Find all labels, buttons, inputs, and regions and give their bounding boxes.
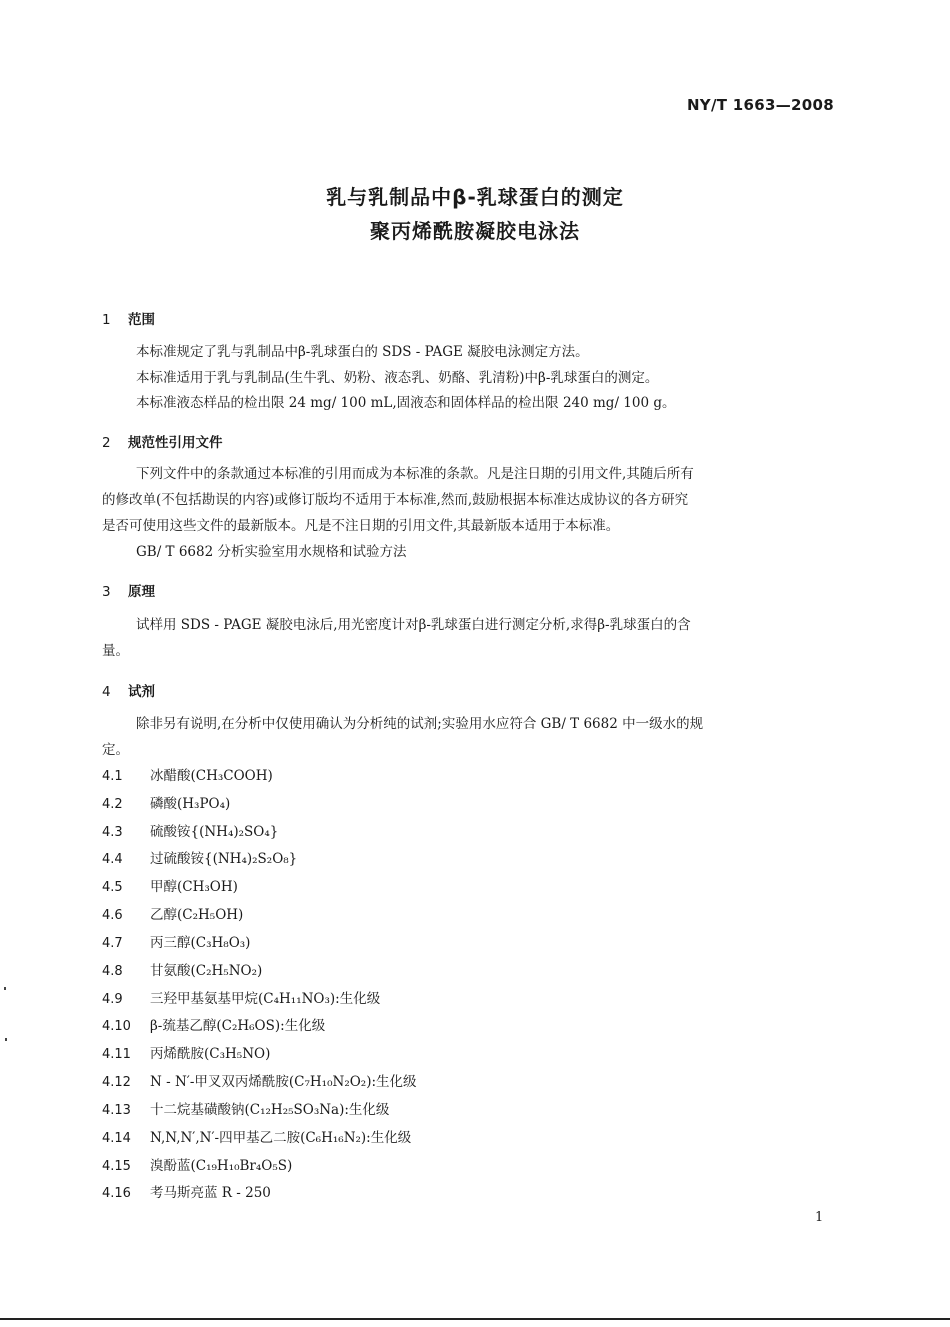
reagent-item: 4.7 丙三醇(C₃H₈O₃)	[102, 935, 251, 951]
scope-paragraph: 本标准适用于乳与乳制品(生牛乳、奶粉、液态乳、奶酪、乳清粉)中β-乳球蛋白的测定。	[136, 370, 659, 386]
reagent-item: 4.5 甲醇(CH₃OH)	[102, 879, 238, 895]
reagents-paragraph-line: 除非另有说明,在分析中仅使用确认为分析纯的试剂;实验用水应符合 GB/ T 6682 中一级水的规	[136, 716, 704, 732]
section-number: 2	[102, 435, 111, 451]
section-title: 规范性引用文件	[128, 435, 223, 451]
section-number: 1	[102, 312, 111, 328]
standard-code: NY/T 1663—2008	[686, 96, 834, 114]
reagent-item: 4.13 十二烷基磺酸钠(C₁₂H₂₅SO₃Na):生化级	[102, 1102, 390, 1118]
principle-paragraph-line: 量。	[102, 643, 129, 659]
section-2-heading	[102, 431, 223, 451]
reagent-item: 4.9 三羟甲基氨基甲烷(C₄H₁₁NO₃):生化级	[102, 991, 381, 1007]
reagents-paragraph-line: 定。	[102, 742, 129, 758]
section-number: 4	[102, 684, 111, 700]
reagent-item: 4.10 β-巯基乙醇(C₂H₆OS):生化级	[102, 1018, 326, 1034]
reagent-item: 4.6 乙醇(C₂H₅OH)	[102, 907, 244, 923]
references-paragraph-line: 下列文件中的条款通过本标准的引用而成为本标准的条款。凡是注日期的引用文件,其随后所有	[136, 466, 694, 482]
reagent-item: 4.2 磷酸(H₃PO₄)	[102, 796, 231, 812]
section-3-heading	[102, 580, 155, 600]
section-number: 3	[102, 584, 111, 600]
reagent-item: 4.16 考马斯亮蓝 R - 250	[102, 1185, 271, 1201]
scope-paragraph: 本标准规定了乳与乳制品中β-乳球蛋白的 SDS - PAGE 凝胶电泳测定方法。	[136, 344, 589, 360]
title-line-2: 聚丙烯酰胺凝胶电泳法	[370, 219, 580, 243]
title-line-1: 乳与乳制品中β-乳球蛋白的测定	[326, 185, 624, 209]
reagent-item: 4.3 硫酸铵{(NH₄)₂SO₄}	[102, 824, 279, 840]
scan-edge-line	[0, 1318, 950, 1320]
reagent-item: 4.14 N,N,N′,N′-四甲基乙二胺(C₆H₁₆N₂):生化级	[102, 1130, 412, 1146]
principle-paragraph-line: 试样用 SDS - PAGE 凝胶电泳后,用光密度计对β-乳球蛋白进行测定分析,求得β-乳球蛋白的含	[136, 617, 691, 633]
section-4-heading	[102, 680, 155, 700]
scan-speck	[4, 987, 6, 990]
section-title: 试剂	[128, 684, 155, 700]
reagent-item: 4.4 过硫酸铵{(NH₄)₂S₂O₈}	[102, 851, 298, 867]
section-title: 范围	[128, 312, 155, 328]
section-1-heading	[102, 308, 155, 328]
reagent-item: 4.12 N - N′-甲叉双丙烯酰胺(C₇H₁₀N₂O₂):生化级	[102, 1074, 417, 1090]
section-title: 原理	[128, 584, 155, 600]
reference-entry: GB/ T 6682 分析实验室用水规格和试验方法	[136, 544, 407, 560]
scan-speck	[5, 1038, 7, 1041]
scope-paragraph: 本标准液态样品的检出限 24 mg/ 100 mL,固液态和固体样品的检出限 240 mg/ 100 g。	[136, 395, 676, 411]
references-paragraph-line: 是否可使用这些文件的最新版本。凡是不注日期的引用文件,其最新版本适用于本标准。	[102, 518, 620, 534]
reagent-item: 4.1 冰醋酸(CH₃COOH)	[102, 768, 273, 784]
reagent-item: 4.15 溴酚蓝(C₁₉H₁₀Br₄O₅S)	[102, 1158, 293, 1174]
reagent-item: 4.8 甘氨酸(C₂H₅NO₂)	[102, 963, 263, 979]
page-number: 1	[815, 1210, 824, 1225]
references-paragraph-line: 的修改单(不包括勘误的内容)或修订版均不适用于本标准,然而,鼓励根据本标准达成协议的各方研究	[102, 492, 689, 508]
reagent-item: 4.11 丙烯酰胺(C₃H₅NO)	[102, 1046, 271, 1062]
